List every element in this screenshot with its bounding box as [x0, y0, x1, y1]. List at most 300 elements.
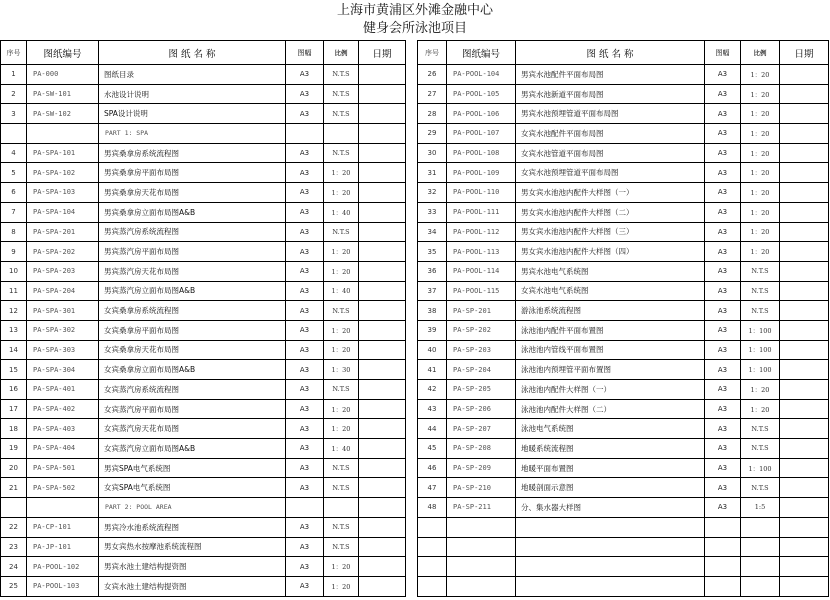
table-row	[1, 282, 406, 302]
scale: 1：20	[741, 400, 780, 420]
scale: 1：20	[324, 262, 359, 282]
table-row	[1, 380, 406, 400]
date-cell	[780, 538, 829, 558]
row-number: 27	[418, 85, 447, 105]
table-row	[1, 419, 406, 439]
sheet-size: A3	[286, 282, 324, 302]
date-cell	[780, 203, 829, 223]
sheet-size	[705, 577, 741, 597]
drawing-list-table-right	[417, 40, 829, 597]
drawing-code: PA-SP-210	[447, 478, 516, 498]
scale: 1：20	[741, 223, 780, 243]
header-name: 图 纸 名 称	[516, 41, 705, 65]
scale: 1：20	[324, 183, 359, 203]
header-code: 图纸编号	[447, 41, 516, 65]
drawing-name: 男宾蒸汽房天花布局图	[99, 262, 286, 282]
date-cell	[780, 223, 829, 243]
drawing-code: PA-SPA-501	[27, 459, 99, 479]
drawing-name: 男宾水池土建结构提资图	[99, 557, 286, 577]
drawing-code: PA-SP-205	[447, 380, 516, 400]
scale: N.T.S	[324, 301, 359, 321]
scale	[741, 518, 780, 538]
drawing-code: PA-POOL-107	[447, 124, 516, 144]
date-cell	[359, 577, 406, 597]
scale	[741, 557, 780, 577]
scale: 1：20	[741, 183, 780, 203]
table-row	[418, 380, 829, 400]
row-number: 25	[1, 577, 27, 597]
table-row	[418, 242, 829, 262]
drawing-code: PA-SP-206	[447, 400, 516, 420]
drawing-code: PA-SPA-303	[27, 341, 99, 361]
date-cell	[359, 223, 406, 243]
table-row	[418, 163, 829, 183]
sheet-size: A3	[286, 419, 324, 439]
drawing-name: 男女宾热水按摩池系统流程图	[99, 538, 286, 558]
row-number: 16	[1, 380, 27, 400]
sheet-size: A3	[705, 419, 741, 439]
table-row	[418, 124, 829, 144]
scale: 1：20	[324, 419, 359, 439]
scale: N.T.S	[741, 301, 780, 321]
row-number	[418, 538, 447, 558]
drawing-code: PA-SPA-104	[27, 203, 99, 223]
date-cell	[359, 380, 406, 400]
drawing-code: PA-SP-202	[447, 321, 516, 341]
section-title: PART 2: POOL AREA	[99, 498, 286, 518]
sheet-size: A3	[286, 400, 324, 420]
row-number: 24	[1, 557, 27, 577]
project-subtitle: 健身会所泳池项目	[362, 21, 467, 36]
scale: N.T.S	[324, 518, 359, 538]
drawing-code	[447, 538, 516, 558]
row-number: 29	[418, 124, 447, 144]
drawing-code: PA-SP-204	[447, 360, 516, 380]
table-row	[1, 104, 406, 124]
scale: 1：40	[324, 203, 359, 223]
drawing-code: PA-POOL-114	[447, 262, 516, 282]
scale: N.T.S	[324, 459, 359, 479]
sheet-size: A3	[286, 341, 324, 361]
drawing-name: 男女宾水池池内配件大样图（一）	[516, 183, 705, 203]
header-date: 日期	[359, 41, 406, 65]
drawing-code: PA-CP-101	[27, 518, 99, 538]
sheet-size: A3	[705, 360, 741, 380]
scale: 1：20	[324, 321, 359, 341]
drawing-name: 地暖剖面示意图	[516, 478, 705, 498]
scale: 1：20	[324, 577, 359, 597]
row-number: 14	[1, 341, 27, 361]
date-cell	[780, 242, 829, 262]
scale: N.T.S	[324, 104, 359, 124]
row-number: 31	[418, 163, 447, 183]
section-title: PART 1: SPA	[99, 124, 286, 144]
table-row	[418, 183, 829, 203]
date-cell	[359, 65, 406, 85]
row-number: 38	[418, 301, 447, 321]
drawing-name	[516, 518, 705, 538]
table-row	[1, 203, 406, 223]
sheet-size	[286, 124, 324, 144]
sheet-size: A3	[286, 459, 324, 479]
drawing-code: PA-SPA-103	[27, 183, 99, 203]
scale: N.T.S	[741, 262, 780, 282]
scale: 1：20	[741, 203, 780, 223]
date-cell	[359, 360, 406, 380]
row-number: 18	[1, 419, 27, 439]
drawing-code	[447, 577, 516, 597]
drawing-name: 图纸目录	[99, 65, 286, 85]
sheet-size: A3	[286, 203, 324, 223]
drawing-name: 女宾水池配件平面布局图	[516, 124, 705, 144]
project-title: 上海市黄浦区外滩金融中心	[336, 3, 493, 18]
drawing-name: 水池设计说明	[99, 85, 286, 105]
date-cell	[359, 301, 406, 321]
date-cell	[780, 577, 829, 597]
sheet-size: A3	[705, 301, 741, 321]
date-cell	[359, 419, 406, 439]
scale: N.T.S	[741, 419, 780, 439]
sheet-size: A3	[705, 144, 741, 164]
drawing-name: 地暖系统流程图	[516, 439, 705, 459]
date-cell	[359, 459, 406, 479]
row-number: 48	[418, 498, 447, 518]
drawing-code: PA-SPA-203	[27, 262, 99, 282]
drawing-code: PA-000	[27, 65, 99, 85]
scale: 1：100	[741, 341, 780, 361]
date-cell	[780, 498, 829, 518]
drawing-code: PA-POOL-105	[447, 85, 516, 105]
date-cell	[359, 104, 406, 124]
sheet-size: A3	[705, 498, 741, 518]
drawing-code: PA-SP-207	[447, 419, 516, 439]
table-row	[1, 144, 406, 164]
scale: 1：20	[741, 163, 780, 183]
sheet-size: A3	[286, 262, 324, 282]
scale	[324, 498, 359, 518]
date-cell	[359, 183, 406, 203]
scale: 1：20	[741, 144, 780, 164]
drawing-code: PA-SPA-102	[27, 163, 99, 183]
header-number: 序号	[418, 41, 447, 65]
scale: 1：100	[741, 321, 780, 341]
table-row	[418, 282, 829, 302]
date-cell	[780, 341, 829, 361]
drawing-code: PA-SPA-404	[27, 439, 99, 459]
date-cell	[780, 400, 829, 420]
sheet-size: A3	[286, 380, 324, 400]
drawing-name: 游泳池系统流程图	[516, 301, 705, 321]
date-cell	[359, 85, 406, 105]
table-row	[1, 518, 406, 538]
drawing-name: 女宾SPA电气系统图	[99, 478, 286, 498]
drawing-code: PA-SP-211	[447, 498, 516, 518]
row-number	[1, 498, 27, 518]
drawing-name: 男宾冷水池系统流程图	[99, 518, 286, 538]
drawing-code: PA-SPA-302	[27, 321, 99, 341]
date-cell	[780, 419, 829, 439]
sheet-size: A3	[286, 104, 324, 124]
table-row	[1, 538, 406, 558]
row-number: 22	[1, 518, 27, 538]
table-row	[1, 85, 406, 105]
sheet-size: A3	[286, 577, 324, 597]
sheet-size: A3	[705, 478, 741, 498]
drawing-code: PA-SPA-201	[27, 223, 99, 243]
table-row	[418, 262, 829, 282]
sheet-size: A3	[705, 321, 741, 341]
drawing-name: 男宾水池新道平面布局图	[516, 85, 705, 105]
table-row	[418, 439, 829, 459]
row-number: 21	[1, 478, 27, 498]
row-number: 35	[418, 242, 447, 262]
drawing-name: 男宾蒸汽房立面布局图A&B	[99, 282, 286, 302]
drawing-name: 女宾蒸汽房立面布局图A&B	[99, 439, 286, 459]
drawing-code: PA-SPA-304	[27, 360, 99, 380]
drawing-code: PA-SPA-101	[27, 144, 99, 164]
sheet-size: A3	[705, 459, 741, 479]
table-row	[1, 459, 406, 479]
row-number: 1	[1, 65, 27, 85]
sheet-size: A3	[286, 65, 324, 85]
drawing-name: 女宾水池电气系统图	[516, 282, 705, 302]
sheet-size: A3	[705, 203, 741, 223]
drawing-name: 男女宾水池池内配件大样图（四）	[516, 242, 705, 262]
drawing-name: 女宾水池土建结构提资图	[99, 577, 286, 597]
row-number: 12	[1, 301, 27, 321]
table-row	[1, 400, 406, 420]
date-cell	[780, 380, 829, 400]
drawing-code	[27, 498, 99, 518]
header-size: 图幅	[286, 41, 324, 65]
date-cell	[359, 518, 406, 538]
table-row	[1, 341, 406, 361]
scale: 1：20	[324, 557, 359, 577]
drawing-name: 男宾桑拿房立面布局图A&B	[99, 203, 286, 223]
row-number: 17	[1, 400, 27, 420]
date-cell	[780, 262, 829, 282]
date-cell	[359, 439, 406, 459]
row-number: 19	[1, 439, 27, 459]
scale: N.T.S	[741, 439, 780, 459]
table-row	[418, 400, 829, 420]
sheet-size: A3	[286, 85, 324, 105]
sheet-size: A3	[705, 439, 741, 459]
date-cell	[780, 518, 829, 538]
date-cell	[359, 242, 406, 262]
row-number: 26	[418, 65, 447, 85]
row-number: 2	[1, 85, 27, 105]
row-number	[418, 518, 447, 538]
drawing-code: PA-SP-208	[447, 439, 516, 459]
drawing-name: 女宾桑拿房天花布局图	[99, 341, 286, 361]
header-size: 图幅	[705, 41, 741, 65]
drawing-code: PA-POOL-108	[447, 144, 516, 164]
header-name: 图 纸 名 称	[99, 41, 286, 65]
row-number: 40	[418, 341, 447, 361]
row-number: 32	[418, 183, 447, 203]
drawing-name: 男宾SPA电气系统图	[99, 459, 286, 479]
table-row	[418, 557, 829, 577]
date-cell	[359, 262, 406, 282]
scale: 1：20	[324, 341, 359, 361]
drawing-name: 女宾水池管道平面布局图	[516, 144, 705, 164]
row-number: 5	[1, 163, 27, 183]
row-number: 13	[1, 321, 27, 341]
drawing-code: PA-SW-102	[27, 104, 99, 124]
scale: 1:5	[741, 498, 780, 518]
sheet-size: A3	[286, 163, 324, 183]
row-number: 20	[1, 459, 27, 479]
table-row	[418, 538, 829, 558]
table-row	[1, 557, 406, 577]
row-number	[418, 577, 447, 597]
header-scale: 比例	[741, 41, 780, 65]
table-row	[418, 360, 829, 380]
date-cell	[359, 321, 406, 341]
scale: 1：20	[741, 85, 780, 105]
row-number: 37	[418, 282, 447, 302]
header-number: 序号	[1, 41, 27, 65]
row-number: 44	[418, 419, 447, 439]
sheet-size: A3	[286, 538, 324, 558]
drawing-code	[447, 518, 516, 538]
drawing-name: 男女宾水池池内配件大样图（三）	[516, 223, 705, 243]
date-cell	[780, 124, 829, 144]
row-number: 8	[1, 223, 27, 243]
drawing-name: 女宾水池预埋管道平面布局图	[516, 163, 705, 183]
scale: 1：20	[741, 380, 780, 400]
table-row	[418, 478, 829, 498]
table-row	[418, 85, 829, 105]
row-number: 15	[1, 360, 27, 380]
row-number: 42	[418, 380, 447, 400]
date-cell	[359, 144, 406, 164]
table-row	[1, 321, 406, 341]
drawing-name	[516, 538, 705, 558]
drawing-code: PA-POOL-106	[447, 104, 516, 124]
date-cell	[780, 163, 829, 183]
drawing-name: 女宾桑拿房系统流程图	[99, 301, 286, 321]
row-number: 9	[1, 242, 27, 262]
scale: 1：100	[741, 360, 780, 380]
sheet-size: A3	[705, 163, 741, 183]
header-scale: 比例	[324, 41, 359, 65]
drawing-name: 女宾桑拿房平面布局图	[99, 321, 286, 341]
sheet-size	[286, 498, 324, 518]
table-row	[418, 419, 829, 439]
scale: N.T.S	[741, 282, 780, 302]
drawing-name: 男宾水池预埋管道平面布局图	[516, 104, 705, 124]
row-number: 47	[418, 478, 447, 498]
drawing-name: 地暖平面布置图	[516, 459, 705, 479]
sheet-size: A3	[705, 380, 741, 400]
date-cell	[359, 538, 406, 558]
date-cell	[359, 341, 406, 361]
table-row	[418, 223, 829, 243]
row-number: 4	[1, 144, 27, 164]
row-number: 7	[1, 203, 27, 223]
date-cell	[780, 85, 829, 105]
row-number: 10	[1, 262, 27, 282]
drawing-code: PA-POOL-109	[447, 163, 516, 183]
table-row	[1, 183, 406, 203]
drawing-name: 男宾桑拿房系统流程图	[99, 144, 286, 164]
drawing-code: PA-SP-203	[447, 341, 516, 361]
drawing-code: PA-POOL-103	[27, 577, 99, 597]
sheet-size: A3	[286, 478, 324, 498]
date-cell	[359, 498, 406, 518]
sheet-size: A3	[705, 262, 741, 282]
scale: N.T.S	[324, 65, 359, 85]
scale	[324, 124, 359, 144]
drawing-code: PA-SPA-403	[27, 419, 99, 439]
scale: 1：20	[324, 400, 359, 420]
drawing-code: PA-SPA-301	[27, 301, 99, 321]
table-row	[418, 341, 829, 361]
drawing-name: 泳池池内配件大样图（一）	[516, 380, 705, 400]
drawing-code: PA-SPA-204	[27, 282, 99, 302]
section-row	[1, 498, 406, 518]
drawing-name: 泳池池内配件平面布置图	[516, 321, 705, 341]
table-row	[418, 203, 829, 223]
table-row	[418, 65, 829, 85]
date-cell	[359, 124, 406, 144]
row-number: 43	[418, 400, 447, 420]
drawing-name: 男宾水池配件平面布局图	[516, 65, 705, 85]
sheet-size: A3	[286, 439, 324, 459]
row-number: 28	[418, 104, 447, 124]
sheet-size: A3	[705, 400, 741, 420]
table-row	[418, 104, 829, 124]
drawing-name: 男宾蒸汽房平面布局图	[99, 242, 286, 262]
date-cell	[780, 459, 829, 479]
row-number	[1, 124, 27, 144]
date-cell	[780, 104, 829, 124]
drawing-code: PA-SPA-202	[27, 242, 99, 262]
scale: 1：30	[324, 360, 359, 380]
table-row	[418, 459, 829, 479]
drawing-code: PA-SPA-502	[27, 478, 99, 498]
scale: N.T.S	[324, 144, 359, 164]
scale: 1：20	[324, 163, 359, 183]
scale: N.T.S	[324, 478, 359, 498]
drawing-code: PA-POOL-113	[447, 242, 516, 262]
drawing-name: 泳池池内配件大样图（二）	[516, 400, 705, 420]
scale: N.T.S	[324, 380, 359, 400]
drawing-code: PA-SPA-402	[27, 400, 99, 420]
date-cell	[780, 282, 829, 302]
table-row	[418, 321, 829, 341]
row-number: 39	[418, 321, 447, 341]
drawing-name: 泳池池内管线平面布置图	[516, 341, 705, 361]
drawing-code: PA-POOL-102	[27, 557, 99, 577]
date-cell	[359, 203, 406, 223]
drawing-name: 女宾蒸汽房系统流程图	[99, 380, 286, 400]
sheet-size: A3	[286, 144, 324, 164]
date-cell	[780, 557, 829, 577]
row-number: 6	[1, 183, 27, 203]
scale: 1：40	[324, 282, 359, 302]
drawing-code: PA-POOL-104	[447, 65, 516, 85]
drawing-name: 女宾蒸汽房平面布局图	[99, 400, 286, 420]
sheet-size: A3	[705, 242, 741, 262]
table-row	[1, 577, 406, 597]
table-row	[418, 144, 829, 164]
row-number: 23	[1, 538, 27, 558]
drawing-name: 男女宾水池池内配件大样图（二）	[516, 203, 705, 223]
drawing-list-table-left	[0, 40, 406, 597]
